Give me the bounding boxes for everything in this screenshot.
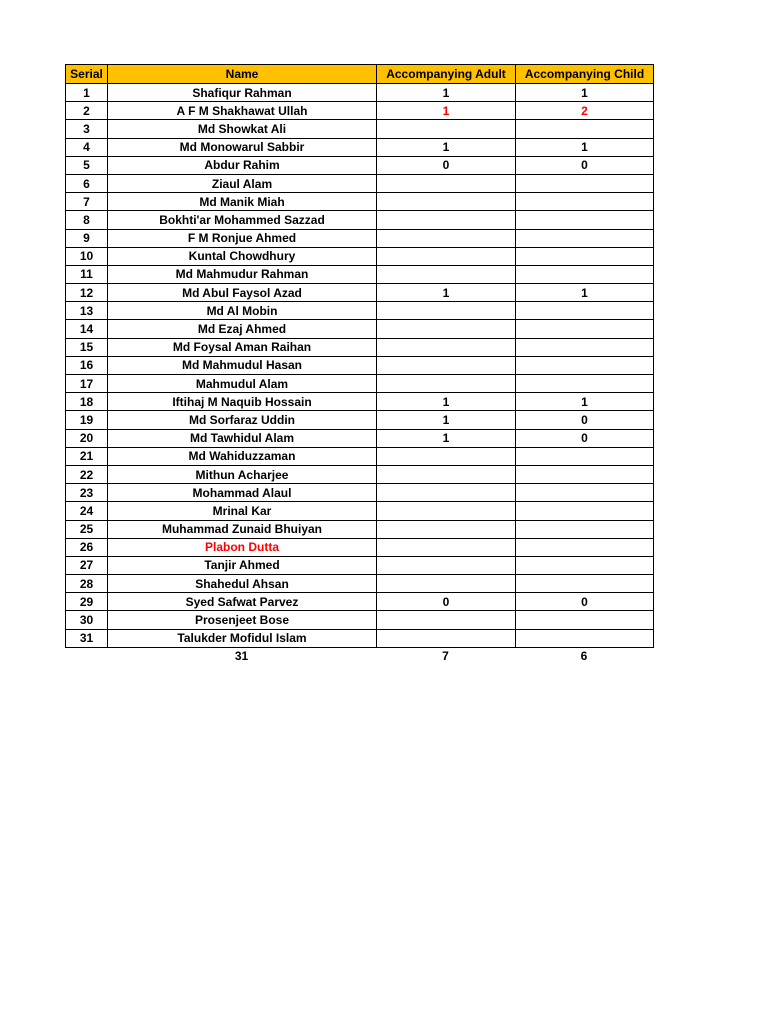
table-row (66, 174, 654, 192)
header-accompanying-child[interactable]: Accompanying Child (516, 65, 654, 84)
cell-accompanying-child[interactable]: 1 (516, 393, 654, 411)
cell-name[interactable]: Mithun Acharjee (108, 465, 377, 483)
table-row (66, 393, 654, 411)
cell-accompanying-child[interactable]: 1 (516, 84, 654, 102)
cell-accompanying-child[interactable] (516, 502, 654, 520)
table-row (66, 284, 654, 302)
cell-serial[interactable]: 11 (66, 265, 108, 283)
cell-accompanying-adult[interactable] (377, 229, 516, 247)
cell-name[interactable]: Md Tawhidul Alam (108, 429, 377, 447)
cell-accompanying-adult[interactable] (377, 611, 516, 629)
cell-name[interactable]: Md Mahmudul Hasan (108, 356, 377, 374)
cell-accompanying-child[interactable] (516, 302, 654, 320)
cell-serial[interactable]: 13 (66, 302, 108, 320)
table-row (66, 211, 654, 229)
cell-accompanying-adult[interactable]: 1 (377, 284, 516, 302)
cell-serial[interactable]: 29 (66, 593, 108, 611)
cell-serial[interactable]: 9 (66, 229, 108, 247)
table-row (66, 520, 654, 538)
table-row (66, 465, 654, 483)
cell-accompanying-adult[interactable] (377, 265, 516, 283)
cell-accompanying-child[interactable] (516, 611, 654, 629)
cell-accompanying-adult[interactable] (377, 211, 516, 229)
total-adults[interactable]: 7 (442, 649, 449, 664)
cell-name[interactable]: Kuntal Chowdhury (108, 247, 377, 265)
cell-accompanying-child[interactable] (516, 174, 654, 192)
cell-name[interactable]: Mrinal Kar (108, 502, 377, 520)
totals-row (65, 648, 653, 665)
cell-accompanying-child[interactable] (516, 375, 654, 393)
cell-accompanying-adult[interactable]: 1 (377, 138, 516, 156)
cell-serial[interactable]: 26 (66, 538, 108, 556)
cell-serial[interactable]: 5 (66, 156, 108, 174)
cell-accompanying-child[interactable] (516, 484, 654, 502)
cell-serial[interactable]: 16 (66, 356, 108, 374)
table-row (66, 411, 654, 429)
table-row (66, 356, 654, 374)
table-row (66, 611, 654, 629)
cell-serial[interactable]: 10 (66, 247, 108, 265)
cell-serial[interactable]: 23 (66, 484, 108, 502)
cell-accompanying-adult[interactable] (377, 520, 516, 538)
cell-serial[interactable]: 25 (66, 520, 108, 538)
cell-serial[interactable]: 4 (66, 138, 108, 156)
cell-accompanying-adult[interactable] (377, 484, 516, 502)
cell-serial[interactable]: 6 (66, 174, 108, 192)
cell-accompanying-child[interactable]: 0 (516, 411, 654, 429)
spreadsheet-sheet (65, 64, 653, 665)
cell-name[interactable]: Mohammad Alaul (108, 484, 377, 502)
table-row (66, 575, 654, 593)
header-accompanying-adult[interactable]: Accompanying Adult (377, 65, 516, 84)
cell-accompanying-child[interactable] (516, 120, 654, 138)
cell-accompanying-child[interactable] (516, 320, 654, 338)
cell-accompanying-child[interactable]: 1 (516, 138, 654, 156)
cell-name[interactable]: Md Foysal Aman Raihan (108, 338, 377, 356)
roster-table (65, 64, 654, 648)
cell-accompanying-adult[interactable] (377, 447, 516, 465)
totals-table (65, 648, 653, 665)
cell-serial[interactable]: 15 (66, 338, 108, 356)
table-row (66, 502, 654, 520)
cell-accompanying-adult[interactable] (377, 575, 516, 593)
cell-accompanying-adult[interactable] (377, 193, 516, 211)
cell-serial[interactable]: 3 (66, 120, 108, 138)
table-row (66, 629, 654, 647)
total-names[interactable]: 31 (234, 649, 249, 664)
cell-serial[interactable]: 22 (66, 465, 108, 483)
table-row (66, 593, 654, 611)
table-row (66, 429, 654, 447)
cell-accompanying-child[interactable] (516, 465, 654, 483)
table-row (66, 484, 654, 502)
cell-accompanying-child[interactable]: 2 (516, 102, 654, 120)
cell-name[interactable]: Ziaul Alam (108, 174, 377, 192)
cell-accompanying-child[interactable] (516, 265, 654, 283)
cell-serial[interactable]: 31 (66, 629, 108, 647)
cell-accompanying-child[interactable]: 0 (516, 156, 654, 174)
cell-accompanying-child[interactable] (516, 447, 654, 465)
cell-serial[interactable]: 24 (66, 502, 108, 520)
cell-accompanying-adult[interactable]: 1 (377, 393, 516, 411)
cell-serial[interactable]: 30 (66, 611, 108, 629)
cell-serial[interactable]: 14 (66, 320, 108, 338)
cell-accompanying-child[interactable] (516, 247, 654, 265)
cell-accompanying-adult[interactable] (377, 502, 516, 520)
cell-serial[interactable]: 18 (66, 393, 108, 411)
cell-accompanying-adult[interactable] (377, 120, 516, 138)
total-serial[interactable] (65, 648, 107, 665)
cell-accompanying-child[interactable] (516, 211, 654, 229)
table-row (66, 302, 654, 320)
cell-name[interactable]: Md Monowarul Sabbir (108, 138, 377, 156)
cell-serial[interactable]: 2 (66, 102, 108, 120)
cell-accompanying-adult[interactable] (377, 629, 516, 647)
cell-accompanying-child[interactable]: 1 (516, 284, 654, 302)
cell-name[interactable]: Plabon Dutta (108, 538, 377, 556)
cell-name[interactable]: Md Al Mobin (108, 302, 377, 320)
cell-accompanying-child[interactable] (516, 629, 654, 647)
cell-accompanying-adult[interactable] (377, 320, 516, 338)
cell-name[interactable]: Md Ezaj Ahmed (108, 320, 377, 338)
cell-name[interactable]: Shafiqur Rahman (108, 84, 377, 102)
cell-name[interactable]: Md Manik Miah (108, 193, 377, 211)
cell-name[interactable]: Md Showkat Ali (108, 120, 377, 138)
cell-accompanying-child[interactable]: 0 (516, 593, 654, 611)
total-children[interactable]: 6 (580, 649, 588, 664)
cell-accompanying-child[interactable] (516, 338, 654, 356)
cell-accompanying-adult[interactable]: 1 (377, 102, 516, 120)
table-row (66, 247, 654, 265)
cell-serial[interactable]: 21 (66, 447, 108, 465)
cell-accompanying-child[interactable] (516, 356, 654, 374)
cell-accompanying-adult[interactable] (377, 375, 516, 393)
cell-accompanying-adult[interactable]: 0 (377, 156, 516, 174)
cell-accompanying-adult[interactable] (377, 538, 516, 556)
table-row (66, 265, 654, 283)
cell-name[interactable]: Abdur Rahim (108, 156, 377, 174)
cell-accompanying-adult[interactable]: 1 (377, 429, 516, 447)
cell-accompanying-adult[interactable] (377, 465, 516, 483)
cell-serial[interactable]: 28 (66, 575, 108, 593)
cell-accompanying-adult[interactable] (377, 356, 516, 374)
cell-name[interactable]: Md Sorfaraz Uddin (108, 411, 377, 429)
table-row (66, 447, 654, 465)
cell-name[interactable]: Mahmudul Alam (108, 375, 377, 393)
table-row (66, 138, 654, 156)
cell-name[interactable]: Iftihaj M Naquib Hossain (108, 393, 377, 411)
cell-name[interactable]: Syed Safwat Parvez (108, 593, 377, 611)
cell-accompanying-adult[interactable] (377, 556, 516, 574)
cell-accompanying-adult[interactable] (377, 302, 516, 320)
cell-name[interactable]: F M Ronjue Ahmed (108, 229, 377, 247)
table-row (66, 338, 654, 356)
cell-accompanying-child[interactable] (516, 575, 654, 593)
header-row (66, 65, 654, 84)
header-serial[interactable]: Serial (66, 65, 108, 84)
cell-accompanying-child[interactable] (516, 520, 654, 538)
cell-accompanying-adult[interactable]: 1 (377, 84, 516, 102)
cell-accompanying-adult[interactable] (377, 174, 516, 192)
cell-accompanying-child[interactable] (516, 193, 654, 211)
cell-accompanying-child[interactable] (516, 556, 654, 574)
cell-name[interactable]: Talukder Mofidul Islam (108, 629, 377, 647)
table-row (66, 375, 654, 393)
cell-accompanying-adult[interactable]: 1 (377, 411, 516, 429)
cell-serial[interactable]: 17 (66, 375, 108, 393)
cell-name[interactable]: Tanjir Ahmed (108, 556, 377, 574)
cell-accompanying-child[interactable]: 0 (516, 429, 654, 447)
cell-accompanying-child[interactable] (516, 538, 654, 556)
cell-name[interactable]: Bokhti'ar Mohammed Sazzad (108, 211, 377, 229)
cell-name[interactable]: Muhammad Zunaid Bhuiyan (108, 520, 377, 538)
table-row (66, 538, 654, 556)
cell-name[interactable]: Md Wahiduzzaman (108, 447, 377, 465)
cell-serial[interactable]: 20 (66, 429, 108, 447)
roster-body (66, 84, 654, 648)
cell-serial[interactable]: 19 (66, 411, 108, 429)
cell-serial[interactable]: 27 (66, 556, 108, 574)
cell-accompanying-adult[interactable] (377, 247, 516, 265)
table-row (66, 193, 654, 211)
cell-name[interactable]: Prosenjeet Bose (108, 611, 377, 629)
table-row (66, 229, 654, 247)
cell-name[interactable]: Md Abul Faysol Azad (108, 284, 377, 302)
header-name[interactable]: Name (108, 65, 377, 84)
cell-accompanying-adult[interactable] (377, 338, 516, 356)
cell-serial[interactable]: 1 (66, 84, 108, 102)
table-row (66, 556, 654, 574)
cell-serial[interactable]: 8 (66, 211, 108, 229)
cell-accompanying-child[interactable] (516, 229, 654, 247)
table-row (66, 320, 654, 338)
cell-name[interactable]: Shahedul Ahsan (108, 575, 377, 593)
cell-accompanying-adult[interactable]: 0 (377, 593, 516, 611)
cell-serial[interactable]: 12 (66, 284, 108, 302)
table-row (66, 120, 654, 138)
table-row (66, 156, 654, 174)
cell-serial[interactable]: 7 (66, 193, 108, 211)
cell-name[interactable]: Md Mahmudur Rahman (108, 265, 377, 283)
cell-name[interactable]: A F M Shakhawat Ullah (108, 102, 377, 120)
table-row (66, 84, 654, 102)
table-row (66, 102, 654, 120)
